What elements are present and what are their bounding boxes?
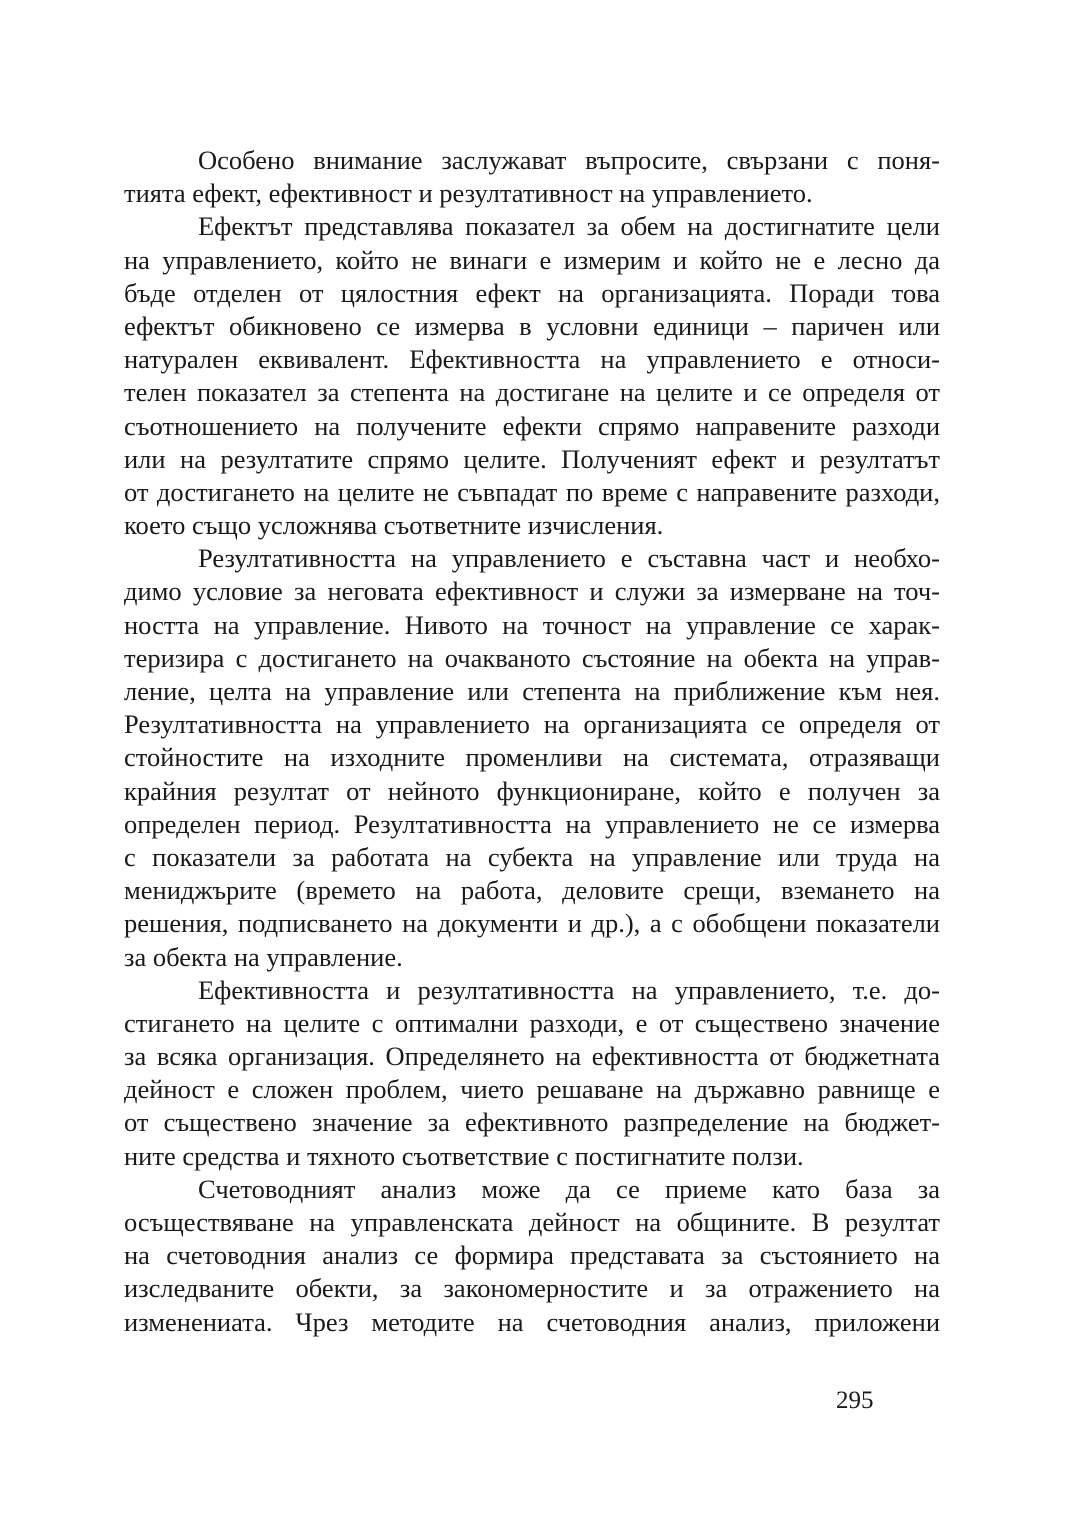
text-line: ните средства и тяхното съответствие с постигнатите ползи. xyxy=(124,1140,804,1171)
text-line: Счетоводният анализ може да се приеме като база за xyxy=(198,1173,940,1204)
page-number: 295 xyxy=(836,1387,874,1414)
text-line: от достигането на целите не съвпадат по време с направените разходи, xyxy=(124,476,940,507)
text-line: на управлението, който не винаги е измерим и който не е лесно да xyxy=(124,244,940,275)
text-line: изследваните обекти, за закономерностите и за отражението на xyxy=(124,1273,940,1304)
paragraph xyxy=(124,144,940,210)
text-line: димо условие за неговата ефективност и служи за измерване на точ- xyxy=(124,576,940,607)
text-line: Особено внимание заслужават въпросите, свързани с поня- xyxy=(198,145,940,175)
text-line: Резултативността на управлението на организацията се определя от xyxy=(124,709,940,740)
text-line: дейност е сложен проблем, чието решаване на държавно равнище е xyxy=(124,1074,940,1105)
text-line: мениджърите (времето на работа, деловите срещи, вземането на xyxy=(124,875,940,906)
text-line: Резултативността на управлението е съставна част и необхо- xyxy=(198,543,940,574)
text-line: крайния резултат от нейното функциониране, който е получен за xyxy=(124,775,940,806)
text-line: с показатели за работата на субекта на управление или труда на xyxy=(124,841,940,872)
paragraph xyxy=(124,542,940,973)
text-line: изменениата. Чрез методите на счетоводния анализ, приложени xyxy=(124,1306,940,1337)
text-line: стойностите на изходните променливи на системата, отразяващи xyxy=(124,742,940,773)
text-line: осъществяване на управленската дейност на общините. В резултат xyxy=(124,1207,940,1237)
text-line: за всяка организация. Определянето на ефективността от бюджетната xyxy=(124,1041,940,1072)
text-line: телен показател за степента на достигане на целите и се определя от xyxy=(124,377,940,408)
text-line: теризира с достигането на очакваното състояние на обекта на управ- xyxy=(124,642,940,673)
paragraph xyxy=(124,974,940,1173)
text-line: за обекта на управление. xyxy=(124,941,403,972)
text-line: определен период. Резултативността на управлението не се измерва xyxy=(124,808,940,839)
paragraph xyxy=(124,210,940,542)
text-line: на счетоводния анализ се формира представата за състоянието на xyxy=(124,1240,940,1271)
text-line: което също усложнява съответните изчисления. xyxy=(124,510,664,541)
text-line: или на резултатите спрямо целите. Полученият ефект и резултатът xyxy=(124,443,940,474)
text-line: стигането на целите с оптимални разходи, е от съществено значение xyxy=(124,1007,940,1038)
page-body xyxy=(124,144,940,1339)
text-line: ефектът обикновено се измерва в условни единици – паричен или xyxy=(124,310,940,341)
text-line: бъде отделен от цялостния ефект на организацията. Поради това xyxy=(124,277,940,308)
text-line: съотношението на получените ефекти спрямо направените разходи xyxy=(124,410,940,441)
text-line: решения, подписването на документи и др.), а с обобщени показатели xyxy=(124,908,940,939)
text-line: натурален еквивалент. Ефективността на управлението е относи- xyxy=(124,344,940,375)
text-line: ление, целта на управление или степента на приближение към нея. xyxy=(124,676,940,706)
text-line: ността на управление. Нивото на точност на управление се харак- xyxy=(124,609,940,640)
text-line: Ефектът представлява показател за обем на достигнатите цели xyxy=(198,211,940,242)
text-line: Ефективността и резултативността на управлението, т.е. до- xyxy=(198,974,940,1005)
text-line: тията ефект, ефективност и резултативност на управлението. xyxy=(124,178,813,209)
text-line: от съществено значение за ефективното разпределение на бюджет- xyxy=(124,1107,940,1138)
paragraph xyxy=(124,1173,940,1339)
